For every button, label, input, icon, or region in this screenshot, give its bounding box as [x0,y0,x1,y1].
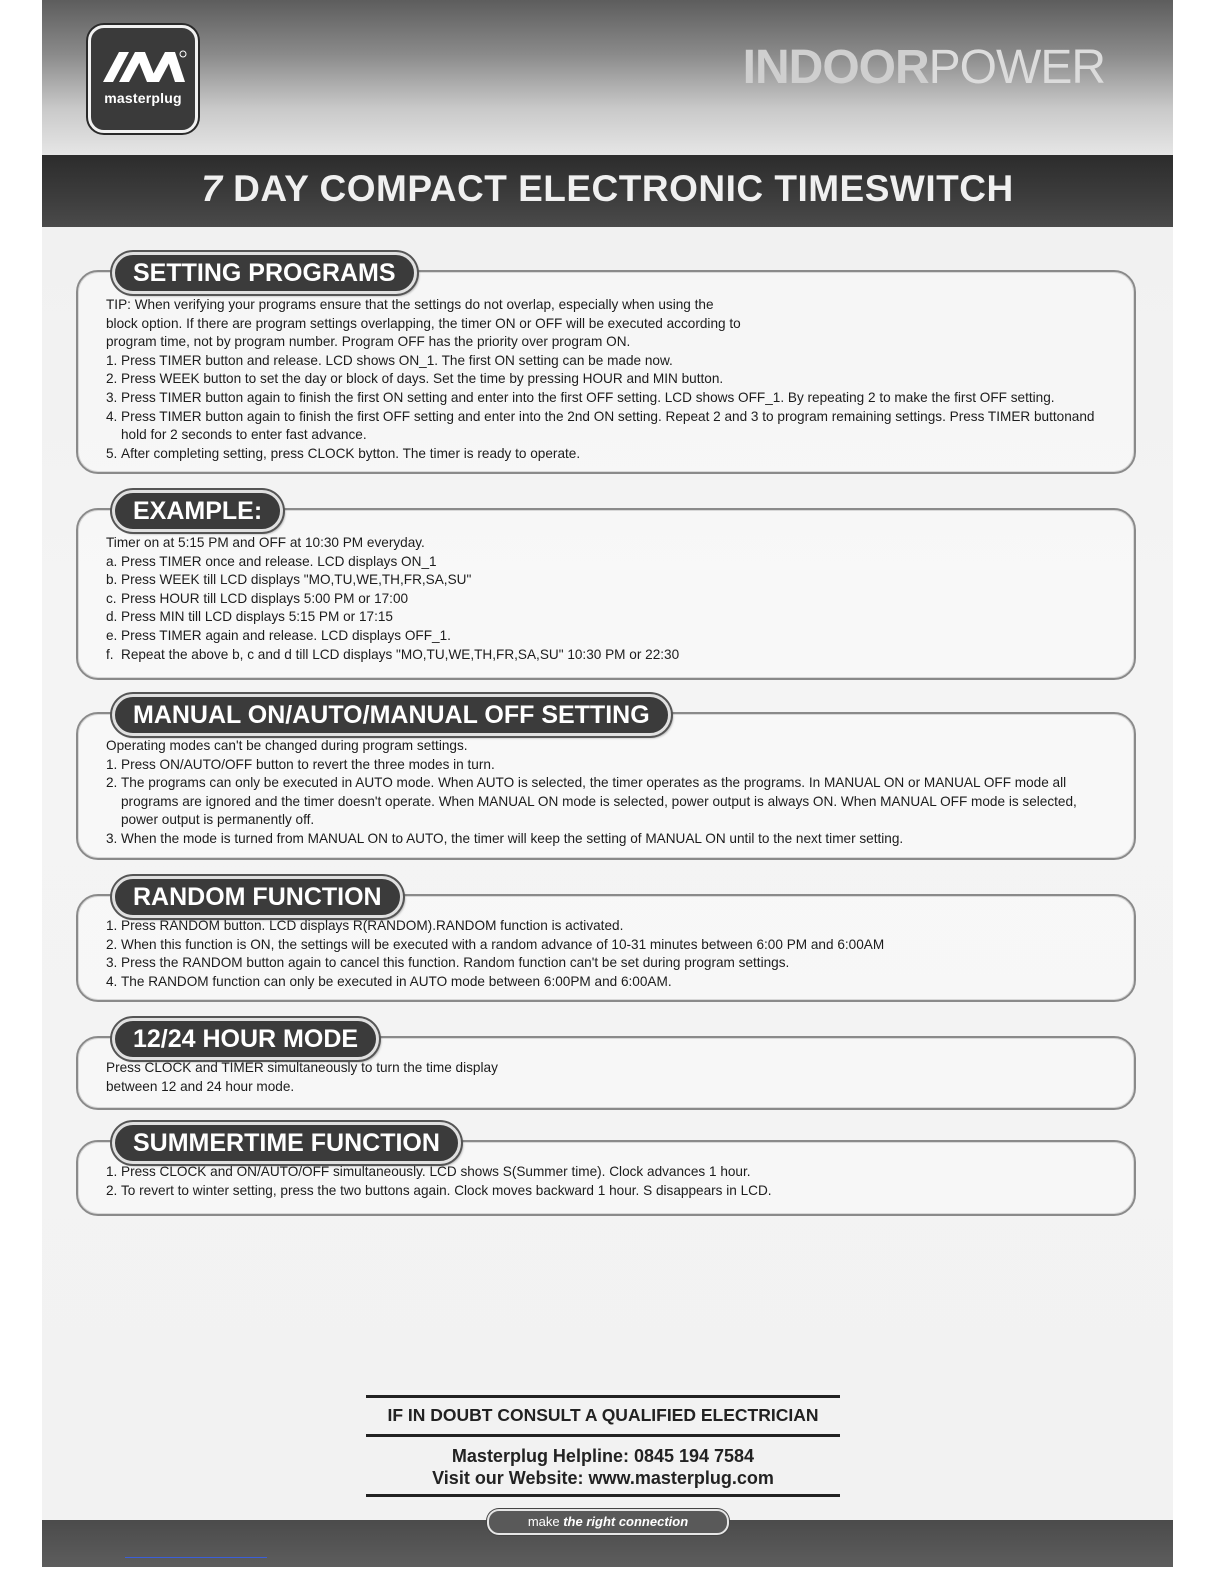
list-item: 2. To revert to winter setting, press the two buttons again. Clock moves backward 1 hour. S disappears in LCD. [106,1182,772,1198]
header-band [42,0,1173,155]
masterplug-logo [88,25,198,133]
list-item: 1. Press RANDOM button. LCD displays R(RANDOM).RANDOM function is activated. [106,918,624,933]
section-title: SUMMERTIME FUNCTION [112,1122,461,1164]
title-number: 7 [201,168,223,209]
divider-line [125,1557,267,1558]
hour-mode-text: Press CLOCK and TIMER simultaneously to turn the time display between 12 and 24 hour mode. [106,1060,498,1094]
section-title: EXAMPLE: [112,490,283,532]
list-item: 5. After completing setting, press CLOCK bytton. The timer is ready to operate. [106,445,581,461]
steps-list [106,553,1116,665]
section-content [106,296,1116,463]
section-title: 12/24 HOUR MODE [112,1018,379,1060]
list-item: 3. Press the RANDOM button again to cancel this function. Random function can't be set during program settings. [106,955,790,971]
title-text: DAY COMPACT ELECTRONIC TIMESWITCH [222,168,1014,209]
logo-text: masterplug [104,90,182,106]
list-item: b. Press WEEK till LCD displays "MO,TU,WE,TH,FR,SA,SU" [106,572,472,588]
page-title [42,168,1173,210]
section-content [106,1059,1116,1096]
section-title: RANDOM FUNCTION [112,876,403,918]
list-item: e. Press TIMER again and release. LCD displays OFF_1. [106,627,451,643]
list-item: 2. Press WEEK button to set the day or block of days. Set the time by pressing HOUR and MIN button. [106,371,724,387]
brand-tagline [743,40,1105,96]
section-example [76,490,1136,680]
title-bar [42,155,1173,227]
section-title: SETTING PROGRAMS [112,252,417,294]
tip-text: TIP: When verifying your programs ensure that the settings do not overlap, especially when using the block option. If there are program settings overlapping, the timer ON or OFF will be executed according to program time, not by program number. Program OFF has the priority over program ON. [106,297,741,350]
list-item: f. Repeat the above b, c and d till LCD displays "MO,TU,WE,TH,FR,SA,SU" 10:30 PM or 22:30 [106,646,680,662]
list-item: 1. Press ON/AUTO/OFF button to revert the three modes in turn. [106,756,495,772]
section-random-function [76,876,1136,1002]
brand-slogan: make the right connection [487,1509,729,1535]
list-item: 4. The RANDOM function can only be executed in AUTO mode between 6:00PM and 6:00AM. [106,973,672,989]
instruction-sheet [42,0,1173,1567]
section-setting-programs [76,252,1136,474]
footer-rule-mid [366,1434,840,1437]
section-manual-setting [76,694,1136,860]
brand-bold: INDOOR [742,41,929,94]
footer-rule-top [366,1395,840,1398]
section-content [106,737,1116,849]
section-summertime-function [76,1122,1136,1216]
footer-rule-bottom [366,1494,840,1497]
footer-website: Visit our Website: www.masterplug.com [432,1468,774,1488]
list-item: d. Press MIN till LCD displays 5:15 PM or 17:15 [106,609,393,625]
section-title: MANUAL ON/AUTO/MANUAL OFF SETTING [112,694,671,736]
list-item: 2. When this function is ON, the settings will be executed with a random advance of 10-31 minutes between 6:00 PM and 6:00AM [106,936,885,952]
section-hour-mode [76,1018,1136,1110]
footer-helpline: Masterplug Helpline: 0845 194 7584 [451,1446,755,1466]
section-content [106,917,1116,991]
steps-list [106,352,1116,464]
list-item: 4. Press TIMER button again to finish the first OFF setting and enter into the 2nd ON setting. Repeat 2 and 3 to program remaining settings. Press TIMER buttonand hold for 2 seconds to enter fast advance. [106,408,1095,443]
list-item: 3. When the mode is turned from MANUAL ON to AUTO, the timer will keep the setting of MANUAL ON until to the next timer setting. [106,830,904,846]
list-item: 1. Press CLOCK and ON/AUTO/OFF simultaneously. LCD shows S(Summer time). Clock advances 1 hour. [106,1164,751,1179]
list-item: a. Press TIMER once and release. LCD displays ON_1 [106,553,437,569]
manual-intro: Operating modes can't be changed during program settings. [106,738,468,753]
list-item: 2. The programs can only be executed in AUTO mode. When AUTO is selected, the timer operates as the programs. In MANUAL ON or MANUAL OFF mode all programs are ignored and the timer doesn't operate. When MANUAL ON mode is selected, power output is always ON. When MANUAL OFF mode is selected, power output is permanently off. [106,775,1077,828]
list-item: 1. Press TIMER button and release. LCD shows ON_1. The first ON setting can be made now. [106,352,673,368]
section-content [106,534,1116,664]
brand-light: POWER [928,41,1105,94]
logo-mark-icon [99,48,187,84]
example-intro: Timer on at 5:15 PM and OFF at 10:30 PM everyday. [106,535,425,550]
list-item: 3. Press TIMER button again to finish the first ON setting and enter into the first OFF setting. LCD shows OFF_1. By repeating 2 to make the first OFF setting. [106,389,1055,405]
section-content [106,1163,1116,1200]
steps-list [106,917,1116,991]
list-item: c. Press HOUR till LCD displays 5:00 PM or 17:00 [106,590,409,606]
bottom-band [42,1514,1173,1567]
steps-list [106,756,1116,849]
steps-list [106,1163,1116,1200]
footer-warning: IF IN DOUBT CONSULT A QUALIFIED ELECTRICIAN [387,1405,819,1425]
